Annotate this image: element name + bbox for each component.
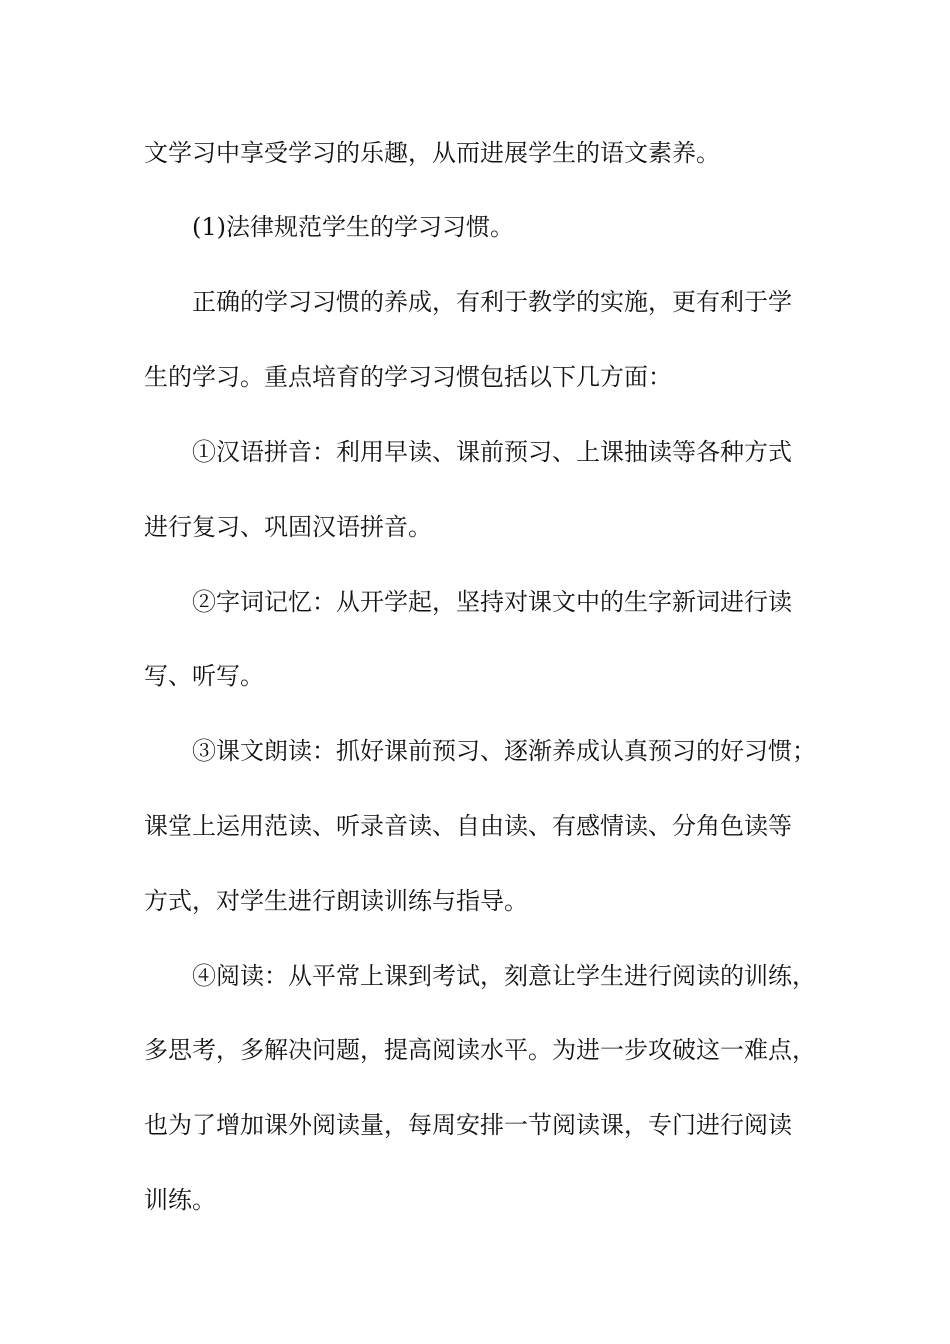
list-item-reading: ④阅读：从平常上课到考试，刻意让学生进行阅读的训练，	[192, 962, 816, 990]
list-item-vocabulary: ②字词记忆：从开学起，坚持对课文中的生字新词进行读	[192, 588, 792, 616]
list-item-pinyin: ①汉语拼音：利用早读、课前预习、上课抽读等各种方式	[192, 438, 792, 466]
section-heading: (1)法律规范学生的学习习惯。	[192, 213, 514, 241]
text-line: 写、听写。	[144, 662, 264, 690]
text-line: 课堂上运用范读、听录音读、自由读、有感情读、分角色读等	[144, 812, 792, 840]
text-line: 多思考，多解决问题，提高阅读水平。为进一步攻破这一难点，	[144, 1036, 816, 1064]
text-line: 生的学习。重点培育的学习习惯包括以下几方面：	[144, 363, 672, 391]
text-line: 方式，对学生进行朗读训练与指导。	[144, 887, 528, 915]
text-line: 训练。	[144, 1186, 216, 1214]
text-line: 也为了增加课外阅读量，每周安排一节阅读课，专门进行阅读	[144, 1111, 792, 1139]
text-line: 进行复习、巩固汉语拼音。	[144, 513, 432, 541]
text-line: 文学习中享受学习的乐趣，从而进展学生的语文素养。	[144, 139, 720, 167]
list-item-reading-aloud: ③课文朗读：抓好课前预习、逐渐养成认真预习的好习惯；	[192, 737, 816, 765]
paragraph-start: 正确的学习习惯的养成，有利于教学的实施，更有利于学	[192, 288, 792, 316]
